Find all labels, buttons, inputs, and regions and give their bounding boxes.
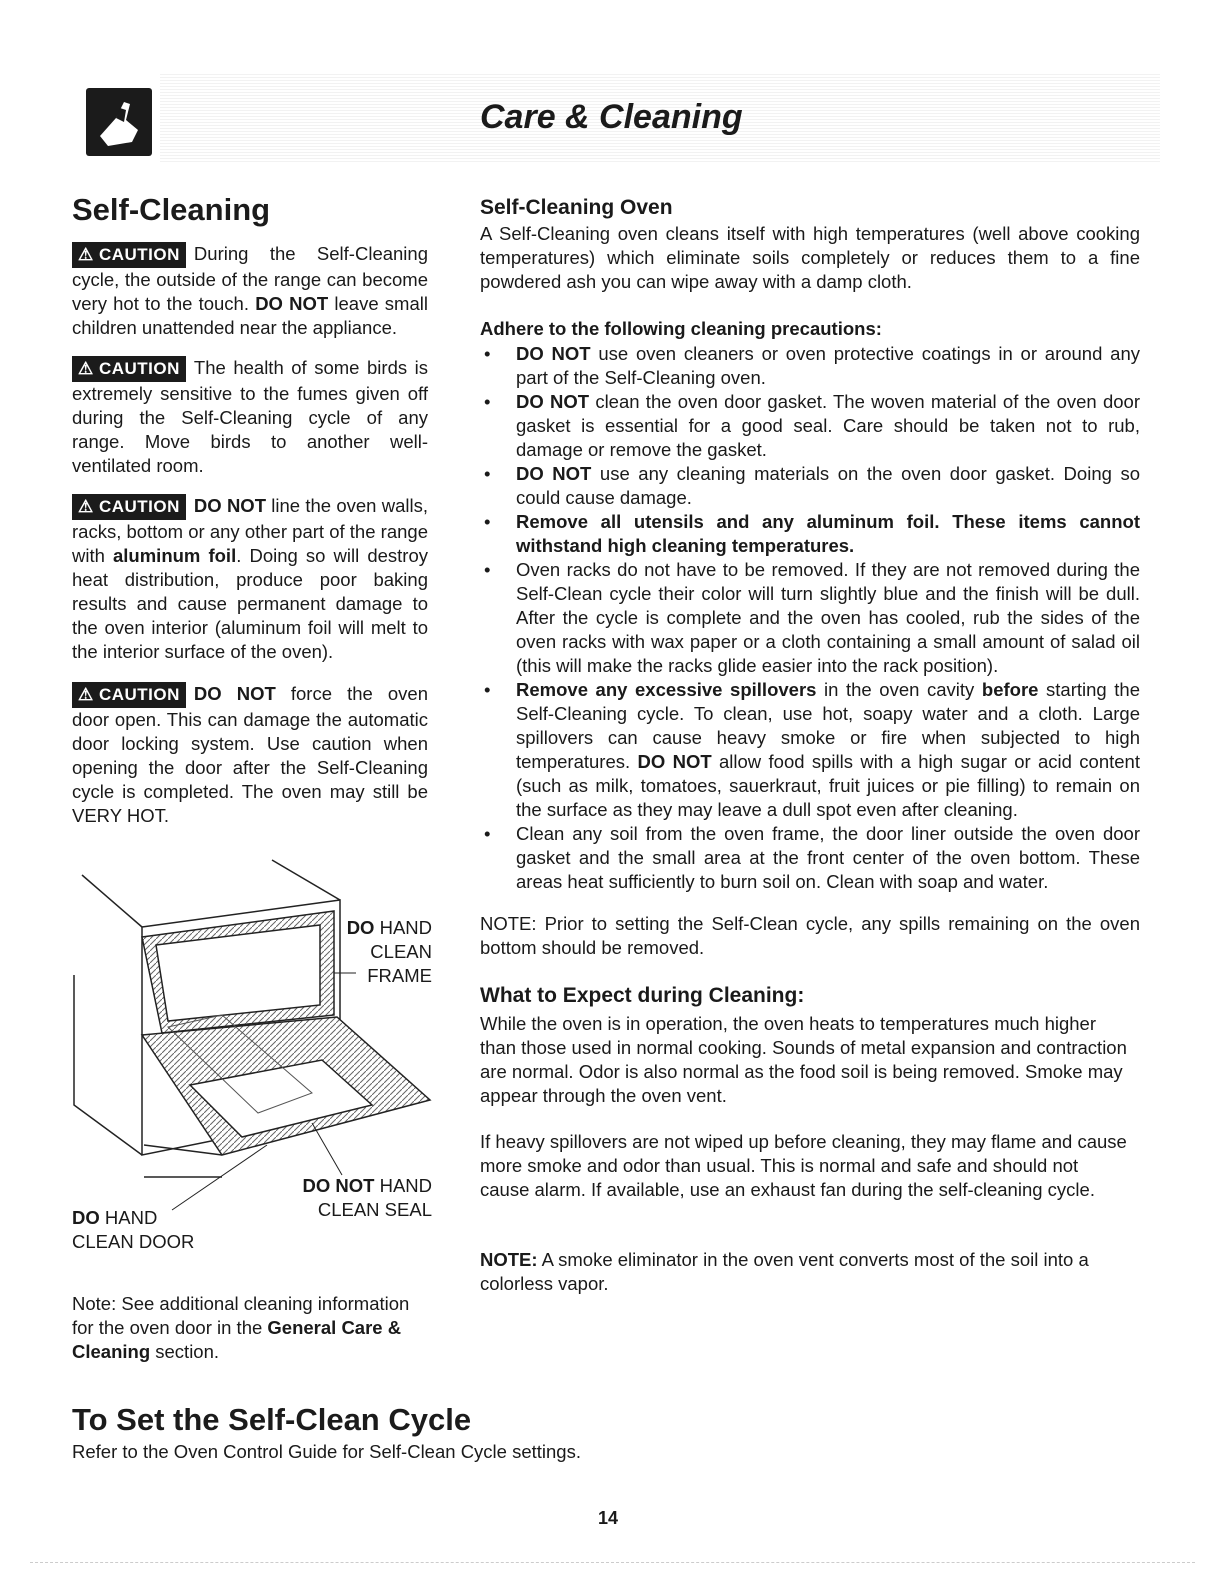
precautions-heading: Adhere to the following cleaning precautions: bbox=[480, 318, 882, 339]
caution-badge: ⚠ CAUTION bbox=[72, 242, 186, 268]
list-item: • DO NOT use oven cleaners or oven protective coatings in or around any part of the Self-Cleaning oven. bbox=[480, 342, 1140, 390]
page-number: 14 bbox=[598, 1508, 619, 1528]
list-item: • DO NOT use any cleaning materials on the oven door gasket. Doing so could cause damage. bbox=[480, 462, 1140, 510]
intro-text: A Self-Cleaning oven cleans itself with high temperatures (well above cooking temperatures) which eliminate soils completely or reduces them to a fine powdered ash you can wipe away with a damp cloth. bbox=[480, 223, 1140, 292]
precautions-list bbox=[480, 342, 1140, 894]
footer-divider bbox=[30, 1562, 1195, 1563]
caution-2: ⚠ CAUTION The health of some birds is extremely sensitive to the fumes given off during the Self-Cleaning cycle of any range. Move birds to another well-ventilated room. bbox=[72, 357, 428, 476]
self-cleaning-oven-heading: Self-Cleaning Oven bbox=[480, 196, 673, 219]
set-self-clean-heading: To Set the Self-Clean Cycle bbox=[72, 1402, 472, 1437]
note-general-care: Note: See additional cleaning information for the oven door in the General Care & Cleaning section. bbox=[72, 1293, 410, 1362]
hand-cleaning-icon bbox=[86, 88, 152, 156]
seal-label: DO NOT HAND CLEAN SEAL bbox=[302, 1175, 432, 1220]
what-to-expect-heading: What to Expect during Cleaning: bbox=[480, 984, 805, 1007]
set-self-clean-text: Refer to the Oven Control Guide for Self-Clean Cycle settings. bbox=[72, 1441, 581, 1462]
list-item: • Clean any soil from the oven frame, the door liner outside the oven door gasket and the small area at the front center of the oven bottom. These areas heat sufficiently to burn soil on. Clean with soap and water. bbox=[480, 822, 1140, 894]
caution-3: ⚠ CAUTION DO NOT line the oven walls, racks, bottom or any other part of the range with aluminum foil. Doing so will destroy heat distribution, produce poor baking results and cause permanent damage to the oven interior (aluminum foil will melt to the interior surface of the oven). bbox=[72, 495, 428, 662]
expect-text-1: While the oven is in operation, the oven heats to temperatures much higher than those used in normal cooking. Sounds of metal expansion and contraction are normal. Odor is also normal as the food soil is being removed. Smoke may appear through the oven vent. bbox=[480, 1013, 1127, 1106]
self-cleaning-heading: Self-Cleaning bbox=[72, 192, 271, 227]
door-label: DO HAND CLEAN DOOR bbox=[72, 1207, 195, 1252]
caution-4: ⚠ CAUTION DO NOT force the oven door open. This can damage the automatic door locking system. Use caution when opening the door after the Self-Cleaning cycle is completed. The oven may still be VERY HOT. bbox=[72, 683, 428, 826]
caution-badge: ⚠ CAUTION bbox=[72, 682, 186, 708]
smoke-note: NOTE: A smoke eliminator in the oven vent converts most of the soil into a colorless vapor. bbox=[480, 1249, 1089, 1294]
caution-badge: ⚠ CAUTION bbox=[72, 356, 186, 382]
oven-diagram bbox=[72, 855, 442, 1215]
list-item: • Oven racks do not have to be removed. If they are not removed during the Self-Clean cycle their color will turn slightly blue and the finish will be dull. After the cycle is complete and the oven has cooled, rub the sides of the oven racks with wax paper or a cloth containing a small amount of salad oil (this will make the racks glide easier into the rack position). bbox=[480, 558, 1140, 678]
caution-badge: ⚠ CAUTION bbox=[72, 494, 186, 520]
list-item: • DO NOT clean the oven door gasket. The woven material of the oven door gasket is essential for a good seal. Care should be taken not to rub, damage or remove the gasket. bbox=[480, 390, 1140, 462]
note-prior: NOTE: Prior to setting the Self-Clean cycle, any spills remaining on the oven bottom should be removed. bbox=[480, 913, 1140, 958]
page-title: Care & Cleaning bbox=[480, 98, 743, 136]
frame-label: DO HAND CLEAN FRAME bbox=[346, 917, 432, 986]
caution-1: ⚠ CAUTION During the Self-Cleaning cycle, the outside of the range can become very hot to the touch. DO NOT leave small children unattended near the appliance. bbox=[72, 243, 428, 338]
expect-text-2: If heavy spillovers are not wiped up before cleaning, they may flame and cause more smoke and odor than usual. This is normal and safe and should not cause alarm. If available, use an exhaust fan during the self-cleaning cycle. bbox=[480, 1131, 1127, 1200]
list-item: • Remove any excessive spillovers in the oven cavity before starting the Self-Cleaning cycle. To clean, use hot, soapy water and a cloth. Large spillovers can cause heavy smoke or fire when subjected to high temperatures. DO NOT allow food spills with a high sugar or acid content (such as milk, tomatoes, sauerkraut, fruit juices or pie filling) to remain on the surface as they may leave a dull spot even after cleaning. bbox=[480, 678, 1140, 822]
list-item: • Remove all utensils and any aluminum foil. These items cannot withstand high cleaning temperatures. bbox=[480, 510, 1140, 558]
